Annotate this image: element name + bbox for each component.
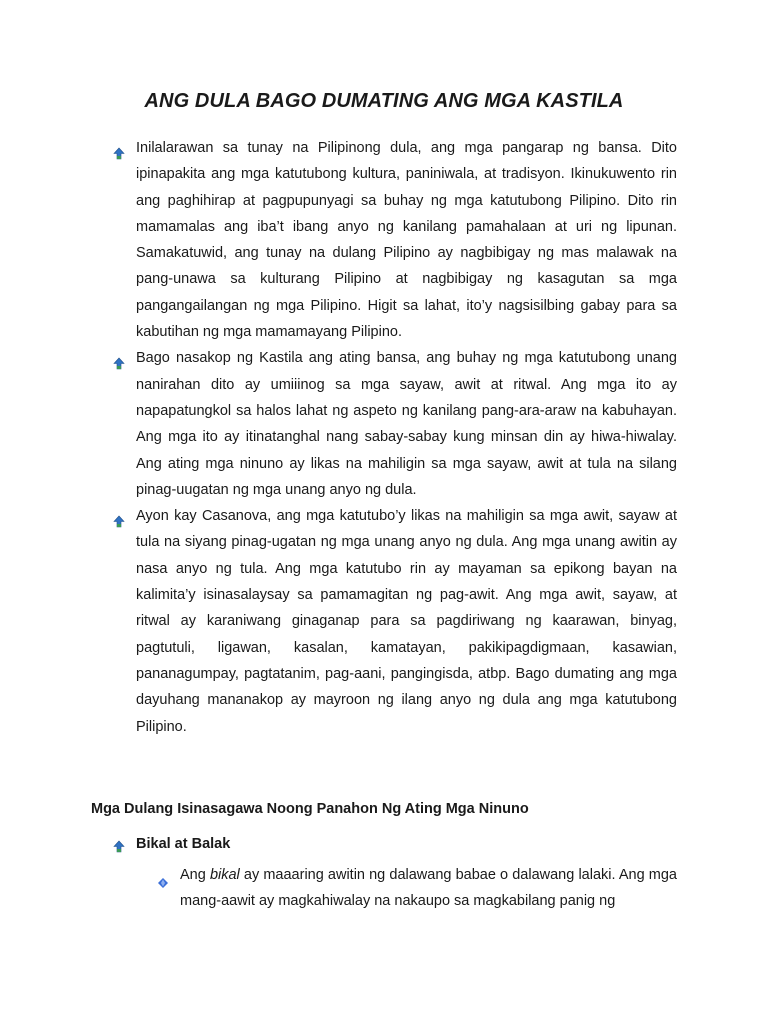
paragraph-text: Ang bikal ay maaaring awitin ng dalawang babae o dalawang lalaki. Ang mga mang-aawit ay magkahiwalay na nakaupo sa magkabilang panig ng [180,867,677,910]
sub-item-bikal-at-balak [111,836,230,852]
paragraph-text: Ayon kay Casanova, ang mga katutubo’y likas na mahiligin sa mga awit, sayaw at tula na siyang pinag-ugatan ng mga unang anyo ng dula. Ang mga unang awitin ay nasa anyo ng tula. Ang mga katutubo rin ay mayaman sa epikong bayan na kalimita’y isinasalaysay sa pamamagitan ng pag-awit. Ang mga awit, sayaw, at ritwal ay karaniwang ginaganap para sa pagdiriwang ng kaarawan, binyag, pagtutuli, ligawan, kasalan, kamatayan, pakikipagdigmaan, kasawian, pananagumpay, pagtatanim, pag-aani, pangingisda, atbp. Bago dumating ang mga dayuhang mananakop ay mayroon ng ilang anyo ng dula ang mga katutubong Pilipino. [136,508,677,735]
term-bikal: bikal [209,867,240,883]
list-item [111,135,677,345]
page-title: ANG DULA BAGO DUMATING ANG MGA KASTILA [144,90,624,112]
diamond-bullet-icon [158,871,168,897]
sub-item-label: Bikal at Balak [136,836,231,852]
arrow-bullet-icon [113,840,125,857]
arrow-bullet-icon [113,511,125,537]
list-item [111,503,677,740]
paragraph-list [111,135,677,740]
paragraph-text: Inilalarawan sa tunay na Pilipinong dula, ang mga pangarap ng bansa. Dito ipinapakita ang mga katutubong kultura, paniniwala, at tradisyon. Ikinukuwento rin ang paghihirap at pagpupunyagi sa buhay ng mga katutubong Pilipino. Dito rin mamamalas ang iba’t ibang anyo ng kanilang pamahalaan at uri ng lipunan. Samakatuwid, ang tunay na dulang Pilipino ay nagbibigay ng mas malawak na pang-unawa sa kulturang Pilipino at nagbibigay ng kasagutan sa mga pangangailangan ng mga Pilipino. Higit sa lahat, ito’y nagsisilbing gabay para sa kabutihan ng mga mamamayang Pilipino. [136,140,677,341]
list-item [155,862,677,915]
paragraph-text: Bago nasakop ng Kastila ang ating bansa, ang buhay ng mga katutubong unang nanirahan dito ay umiiinog sa mga sayaw, awit at ritwal. Ang mga ito ay napapatungkol sa halos lahat ng aspeto ng kanilang pang-ara-araw na kabuhayan. Ang mga ito ay itinatanghal nang sabay-sabay kung minsan din ay hiwa-hiwalay. Ang ating mga ninuno ay likas na mahiligin sa mga sayaw, awit at tula na silang pinag-uugatan ng mga unang anyo ng dula. [136,350,677,498]
section-heading: Mga Dulang Isinasagawa Noong Panahon Ng Ating Mga Ninuno [91,801,529,817]
list-item [111,345,677,503]
arrow-bullet-icon [113,143,125,169]
sub-paragraph-list [155,862,677,915]
arrow-bullet-icon [113,353,125,379]
